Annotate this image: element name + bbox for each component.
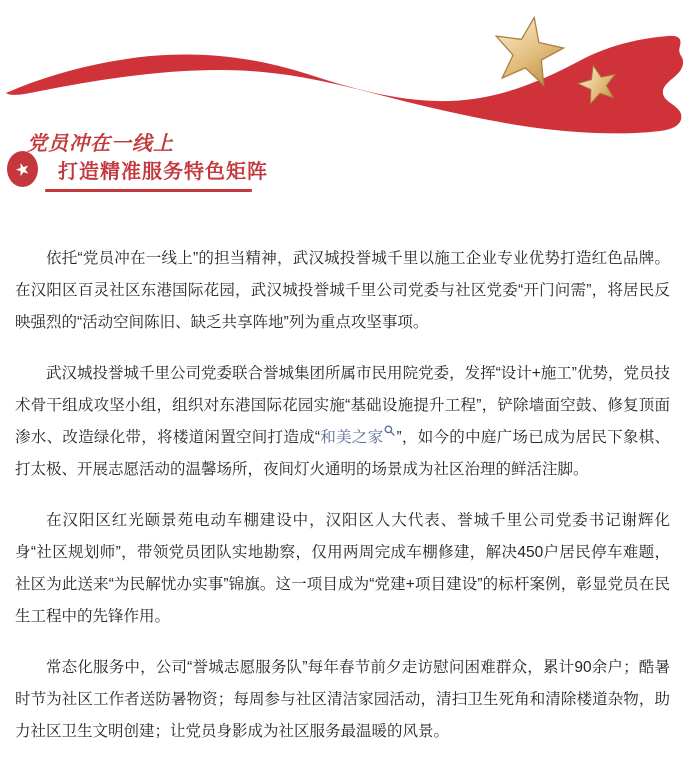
star-badge	[7, 151, 38, 187]
title-underline	[45, 189, 252, 192]
paragraph-2	[15, 358, 670, 486]
article-body	[0, 192, 684, 762]
paragraph-3: 在汉阳区红光颐景苑电动车棚建设中，汉阳区人大代表、誉城千里公司党委书记谢辉化身“社区规划师”，带领党员团队实地勘察，仅用两周完成车棚修建，解决450户居民停车难题，社区为此送来“为民解忧办实事”锦旗。这一项目成为“党建+项目建设”的标杆案例，彰显党员在民生工程中的先锋作用。	[15, 512, 670, 625]
inline-search-link[interactable]	[320, 429, 396, 446]
star-icon: ★	[12, 157, 33, 181]
inline-search-link-label[interactable]: 和美之家	[320, 429, 384, 446]
article-title: 打造精准服务特色矩阵	[58, 161, 268, 183]
article-subtitle: 党员冲在一线上	[27, 133, 174, 155]
paragraph-2-text: 武汉城投誉城千里公司党委联合誉城集团所属市民用院党委，发挥“设计+施工”优势，党员技术骨干组成攻坚小组，组织对东港国际花园实施“基础设施提升工程”，铲除墙面空鼓、修复顶面渗水、改造绿化带，将楼道闲置空间打造成“	[15, 365, 670, 446]
paragraph-2-text-after: ”，如今的中庭广场已成为居民下象棋、打太极、开展志愿活动的温馨场所，夜间灯火通明的场景成为社区治理的鲜活注脚。	[15, 429, 670, 478]
search-icon[interactable]	[384, 425, 395, 436]
paragraph-4: 常态化服务中，公司“誉城志愿服务队”每年春节前夕走访慰问困难群众，累计90余户；酷暑时节为社区工作者送防暑物资；每周参与社区清洁家园活动，清扫卫生死角和清除楼道杂物，助力社区卫生文明创建；让党员身影成为社区服务最温暖的风景。	[15, 659, 670, 740]
paragraph-1: 依托“党员冲在一线上”的担当精神，武汉城投誉城千里以施工企业专业优势打造红色品牌。在汉阳区百灵社区东港国际花园，武汉城投誉城千里公司党委与社区党委“开门问需”，将居民反映强烈的“活动空间陈旧、缺乏共享阵地”列为重点攻坚事项。	[15, 250, 670, 331]
red-ribbon-banner	[0, 0, 684, 140]
article-header	[0, 0, 684, 192]
